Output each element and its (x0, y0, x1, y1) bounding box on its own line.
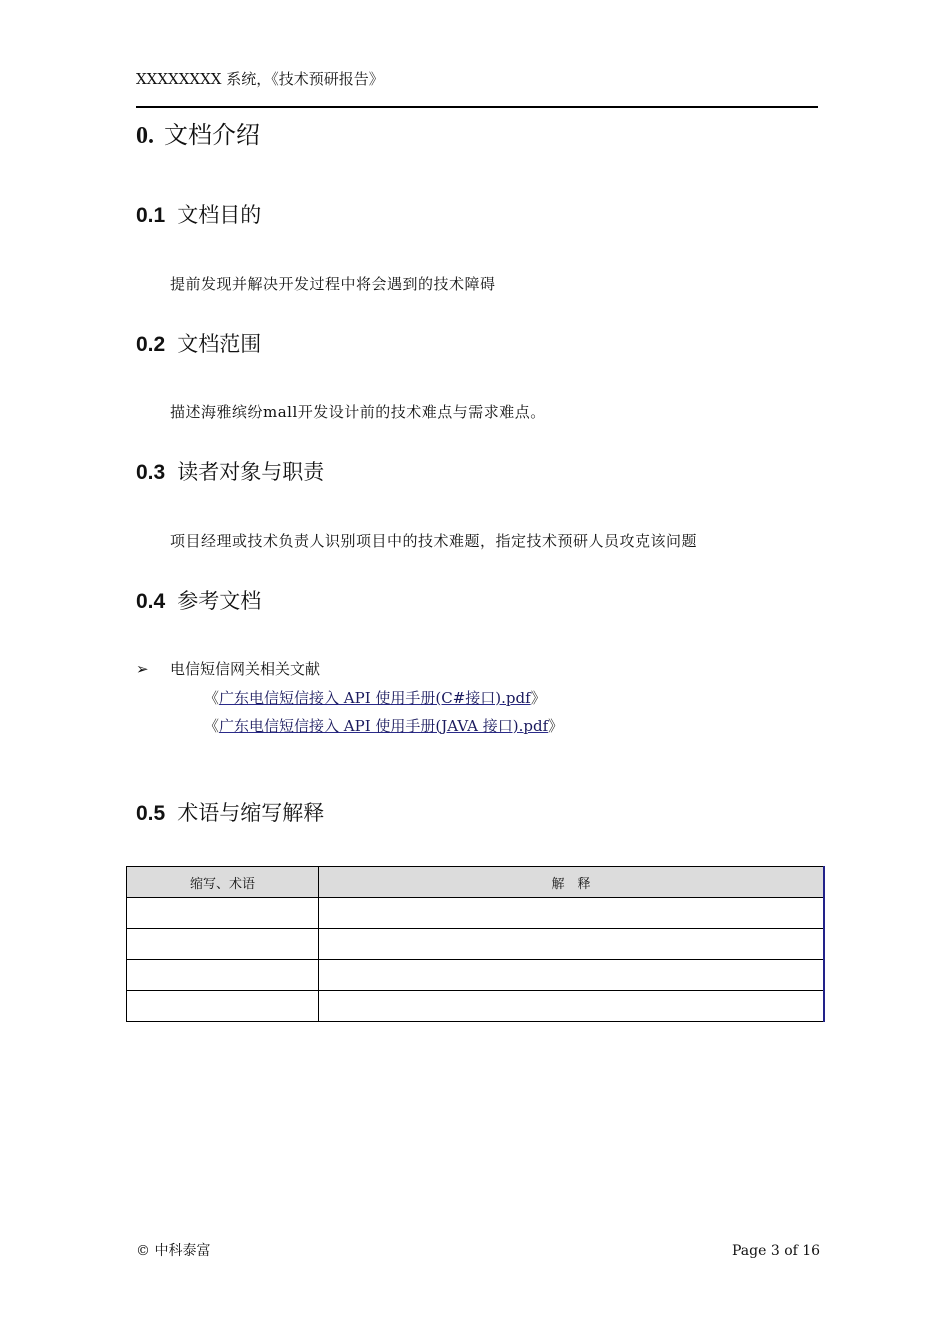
section-0-2-text: 描述海雅缤纷mall开发设计前的技术难点与需求难点。 (170, 403, 546, 421)
table-row (127, 991, 825, 1022)
quote-close: 》 (548, 717, 564, 735)
section-0-4-heading (136, 586, 261, 617)
header-explanation: 解 释 (319, 867, 825, 898)
reference-group-label: 电信短信网关相关文献 (170, 660, 321, 678)
table-cell (319, 929, 825, 960)
terms-table (126, 866, 825, 1022)
reference-doc-link[interactable]: 广东电信短信接入 API 使用手册(C#接口).pdf (219, 689, 531, 707)
header-term: 缩写、术语 (127, 867, 319, 898)
table-cell (127, 898, 319, 929)
section-number: 0.1 (136, 204, 166, 227)
page-header (136, 68, 818, 108)
section-number: 0.3 (136, 461, 166, 484)
table-row (127, 960, 825, 991)
quote-close: 》 (530, 689, 546, 707)
section-0-heading (136, 118, 260, 153)
reference-doc-link[interactable]: 广东电信短信接入 API 使用手册(JAVA 接口).pdf (219, 717, 549, 735)
header-title: XXXXXXXX 系统，《技术预研报告》 (136, 70, 384, 88)
table-row (127, 898, 825, 929)
quote-open: 《 (204, 717, 220, 735)
section-0-5-heading (136, 798, 324, 829)
table-cell (319, 991, 825, 1022)
footer-copyright: © 中科泰富 (136, 1243, 211, 1259)
section-0-number: 0. (136, 123, 154, 149)
section-0-1-text: 提前发现并解决开发过程中将会遇到的技术障碍 (170, 275, 496, 293)
section-number: 0.4 (136, 590, 166, 613)
section-title: 术语与缩写解释 (177, 801, 325, 825)
table-header-row (127, 867, 825, 898)
section-0-3-heading (136, 457, 324, 488)
section-number: 0.2 (136, 333, 166, 356)
table-cell (127, 991, 319, 1022)
quote-open: 《 (204, 689, 220, 707)
section-number: 0.5 (136, 802, 166, 825)
section-0-2-heading (136, 329, 261, 360)
section-title: 文档范围 (177, 332, 262, 356)
table-row (127, 929, 825, 960)
table-cell (127, 960, 319, 991)
section-title: 文档目的 (177, 203, 262, 227)
section-title: 参考文档 (177, 589, 262, 613)
table-cell (127, 929, 319, 960)
section-0-3-text: 项目经理或技术负责人识别项目中的技术难题，指定技术预研人员攻克该问题 (170, 532, 698, 550)
footer-page-number: Page 3 of 16 (732, 1243, 821, 1259)
table-cell (319, 898, 825, 929)
section-0-title: 文档介绍 (164, 121, 260, 149)
reference-doc-item (204, 715, 563, 737)
reference-doc-item (204, 687, 546, 709)
table-cell (319, 960, 825, 991)
section-0-1-heading (136, 200, 261, 231)
section-title: 读者对象与职责 (177, 460, 325, 484)
bullet-arrow-icon: ➢ (136, 660, 149, 678)
